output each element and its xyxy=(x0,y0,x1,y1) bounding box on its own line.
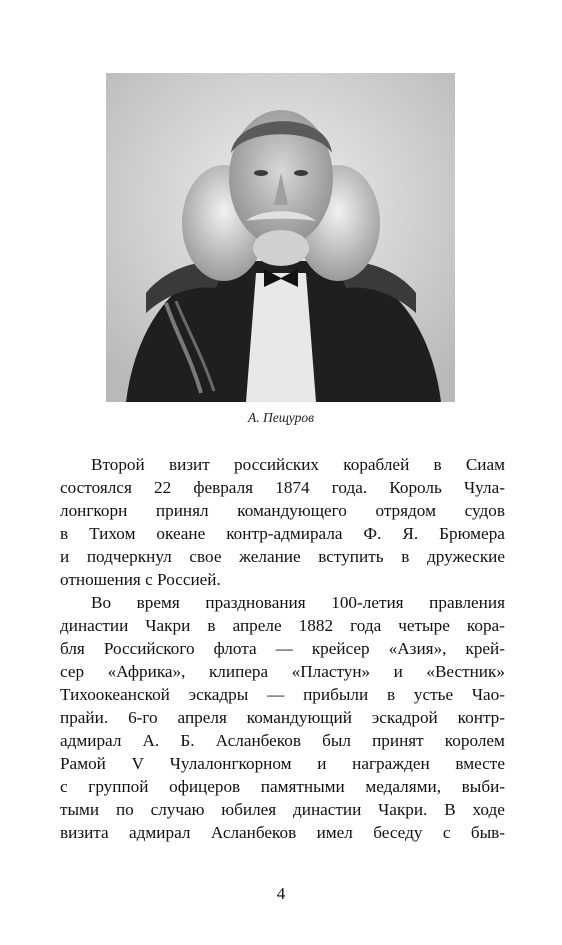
text-line: Тихоокеанской эскадры — прибыли в устье Чао- xyxy=(60,685,505,704)
text-line: и подчеркнул свое желание вступить в дружеские xyxy=(60,547,505,566)
text-line: сер «Африка», клипера «Пластун» и «Вестник» xyxy=(60,662,505,681)
portrait-photo xyxy=(106,73,455,402)
text-line: бля Российского флота — крейсер «Азия», крей- xyxy=(60,639,505,658)
paragraph xyxy=(60,591,505,844)
text-line: лонгкорн принял командующего отрядом судов xyxy=(60,501,505,520)
page-number: 4 xyxy=(276,884,286,903)
text-line: прайи. 6-го апреля командующий эскадрой контр- xyxy=(60,708,505,727)
paragraph xyxy=(60,453,505,591)
text-line: визита адмирал Асланбеков имел беседу с быв- xyxy=(60,823,505,842)
text-line: династии Чакри в апреле 1882 года четыре кора- xyxy=(60,616,505,635)
text-line: адмирал А. Б. Асланбеков был принят королем xyxy=(60,731,505,750)
text-line: Рамой V Чулалонгкорном и награжден вместе xyxy=(60,754,505,773)
text-line: Второй визит российских кораблей в Сиам xyxy=(91,455,505,474)
text-line: отношения с Россией. xyxy=(60,570,221,589)
text-line: с группой офицеров памятными медалями, выби- xyxy=(60,777,505,796)
text-line: в Тихом океане контр-адмирала Ф. Я. Брюмера xyxy=(60,524,505,543)
text-line: Во время празднования 100-летия правления xyxy=(91,593,505,612)
text-line: состоялся 22 февраля 1874 года. Король Чула- xyxy=(60,478,505,497)
body-text xyxy=(60,453,505,844)
text-line: тыми по случаю юбилея династии Чакри. В ходе xyxy=(60,800,505,819)
portrait-caption: А. Пещуров xyxy=(248,410,314,425)
